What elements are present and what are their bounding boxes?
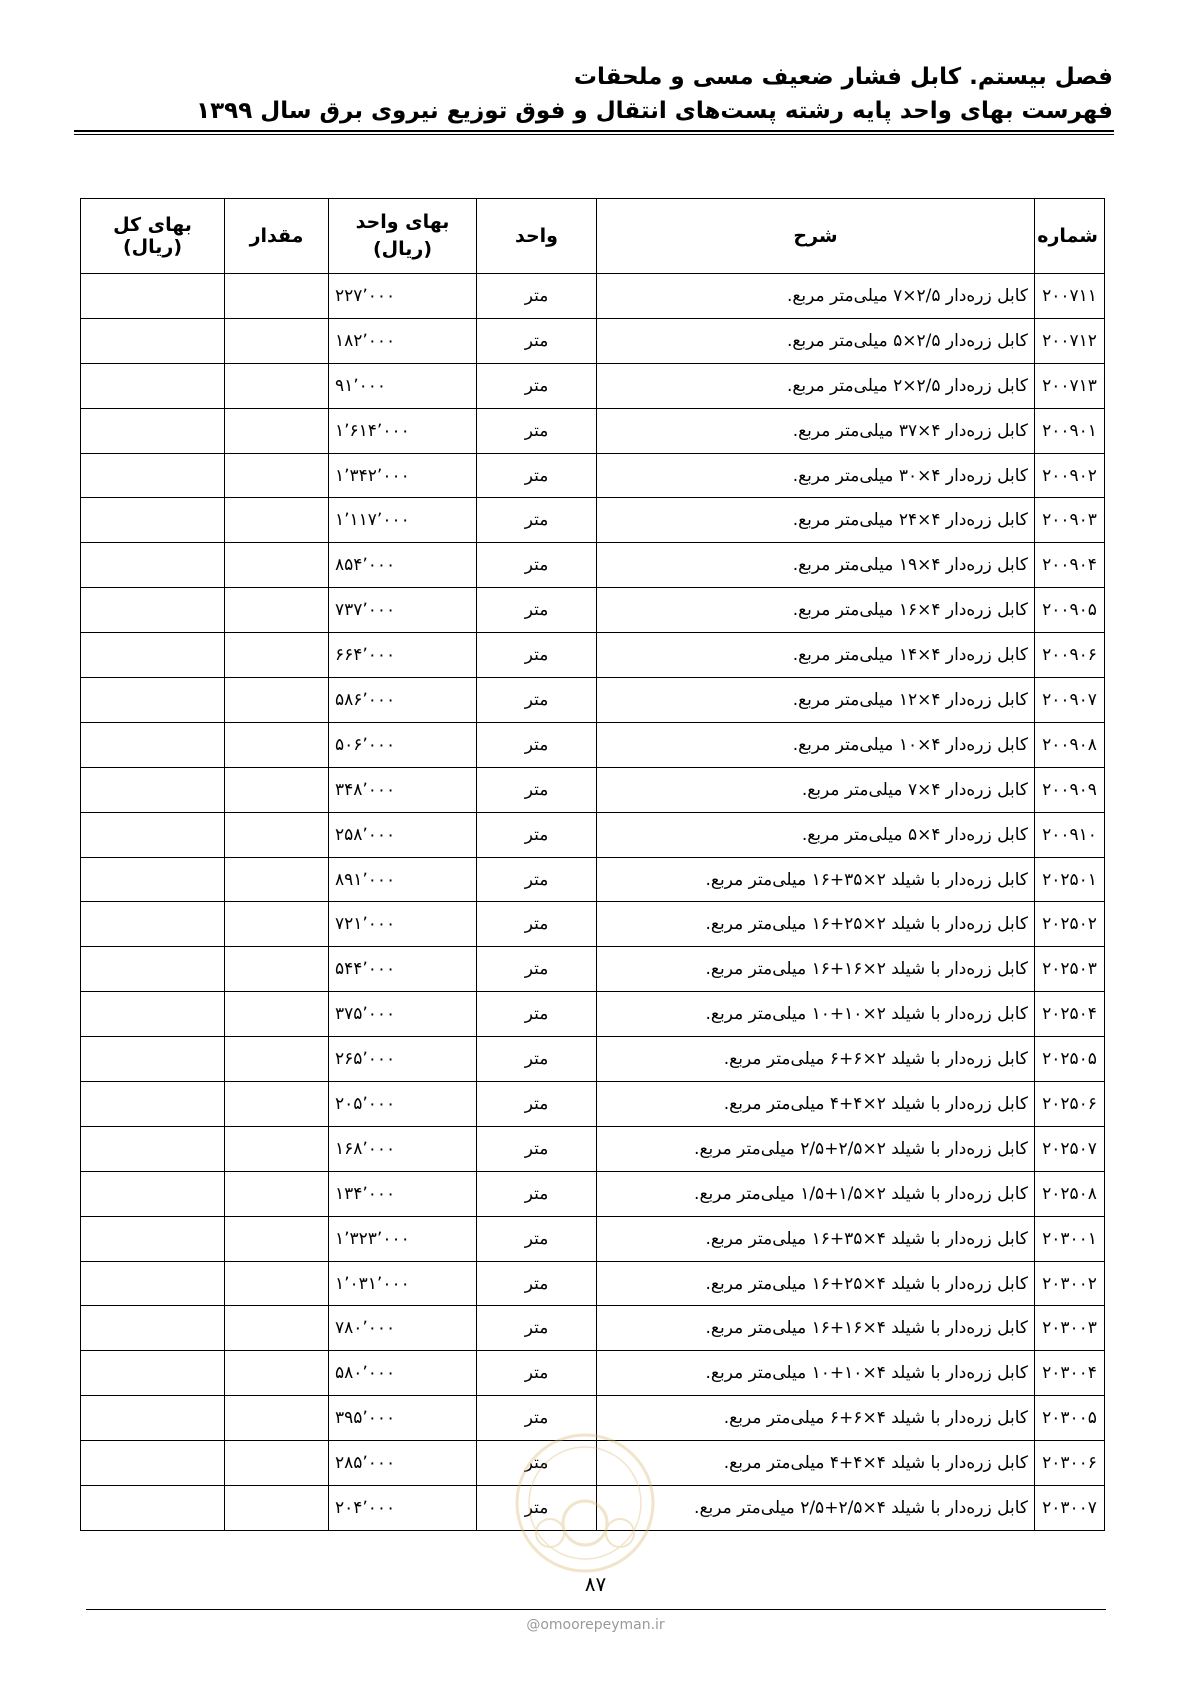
- item-description: کابل زره‌دار با شیلد ۴×۳۵+۱۶ میلی‌متر مربع.: [597, 1216, 1035, 1261]
- header-description: شرح: [597, 199, 1035, 274]
- item-description: کابل زره‌دار با شیلد ۲×۶+۶ میلی‌متر مربع.: [597, 1037, 1035, 1082]
- item-description: کابل زره‌دار با شیلد ۲×۴+۴ میلی‌متر مربع.: [597, 1082, 1035, 1127]
- item-quantity: [225, 498, 329, 543]
- item-description: کابل زره‌دار با شیلد ۲×۳۵+۱۶ میلی‌متر مربع.: [597, 857, 1035, 902]
- item-number: ۲۰۰۹۰۹: [1035, 767, 1105, 812]
- item-description: کابل زره‌دار ۴×۲۴ میلی‌متر مربع.: [597, 498, 1035, 543]
- item-number: ۲۰۲۵۰۵: [1035, 1037, 1105, 1082]
- item-number: ۲۰۳۰۰۳: [1035, 1306, 1105, 1351]
- item-unit-price: ۶۶۴٬۰۰۰: [329, 633, 477, 678]
- item-description: کابل زره‌دار با شیلد ۲×۲/۵+۲/۵ میلی‌متر مربع.: [597, 1126, 1035, 1171]
- item-unit: متر: [477, 408, 597, 453]
- item-quantity: [225, 274, 329, 319]
- item-unit-price: ۵۰۶٬۰۰۰: [329, 722, 477, 767]
- item-total-price: [81, 1486, 225, 1531]
- item-unit: متر: [477, 453, 597, 498]
- table-row: [81, 318, 1105, 363]
- item-unit: متر: [477, 678, 597, 723]
- item-description: کابل زره‌دار ۴×۳۷ میلی‌متر مربع.: [597, 408, 1035, 453]
- item-unit: متر: [477, 1037, 597, 1082]
- item-description: کابل زره‌دار با شیلد ۲×۱/۵+۱/۵ میلی‌متر مربع.: [597, 1171, 1035, 1216]
- item-unit-price: ۲۵۸٬۰۰۰: [329, 812, 477, 857]
- item-quantity: [225, 767, 329, 812]
- header-unit-price-line1: بهای واحد: [355, 211, 450, 233]
- table-row: [81, 1216, 1105, 1261]
- item-unit: متر: [477, 1306, 597, 1351]
- item-description: کابل زره‌دار ۴×۵ میلی‌متر مربع.: [597, 812, 1035, 857]
- table-row: [81, 588, 1105, 633]
- item-description: کابل زره‌دار با شیلد ۴×۴+۴ میلی‌متر مربع.: [597, 1441, 1035, 1486]
- table-row: [81, 947, 1105, 992]
- item-description: کابل زره‌دار ۲/۵×۷ میلی‌متر مربع.: [597, 274, 1035, 319]
- item-number: ۲۰۲۵۰۷: [1035, 1126, 1105, 1171]
- item-unit-price: ۵۸۶٬۰۰۰: [329, 678, 477, 723]
- table-row: [81, 1171, 1105, 1216]
- item-description: کابل زره‌دار با شیلد ۴×۶+۶ میلی‌متر مربع.: [597, 1396, 1035, 1441]
- item-description: کابل زره‌دار ۲/۵×۵ میلی‌متر مربع.: [597, 318, 1035, 363]
- table-row: [81, 633, 1105, 678]
- item-quantity: [225, 992, 329, 1037]
- item-total-price: [81, 722, 225, 767]
- item-total-price: [81, 1306, 225, 1351]
- page-number: ۸۷: [584, 1572, 607, 1596]
- item-number: ۲۰۰۹۰۸: [1035, 722, 1105, 767]
- item-unit-price: ۲۸۵٬۰۰۰: [329, 1441, 477, 1486]
- item-number: ۲۰۰۹۰۴: [1035, 543, 1105, 588]
- item-quantity: [225, 722, 329, 767]
- item-quantity: [225, 633, 329, 678]
- header-total-price: بهای کل (ریال): [81, 199, 225, 274]
- item-total-price: [81, 408, 225, 453]
- table-row: [81, 363, 1105, 408]
- item-unit-price: ۱۶۸٬۰۰۰: [329, 1126, 477, 1171]
- item-number: ۲۰۲۵۰۲: [1035, 902, 1105, 947]
- item-quantity: [225, 1037, 329, 1082]
- item-number: ۲۰۰۹۰۶: [1035, 633, 1105, 678]
- item-total-price: [81, 1351, 225, 1396]
- item-description: کابل زره‌دار ۴×۱۶ میلی‌متر مربع.: [597, 588, 1035, 633]
- item-unit-price: ۲۶۵٬۰۰۰: [329, 1037, 477, 1082]
- table-row: [81, 992, 1105, 1037]
- item-total-price: [81, 498, 225, 543]
- header-rule-thick: [74, 130, 1114, 132]
- item-unit: متر: [477, 767, 597, 812]
- item-total-price: [81, 857, 225, 902]
- item-quantity: [225, 1171, 329, 1216]
- item-unit: متر: [477, 947, 597, 992]
- watermark-seal-icon: [500, 1428, 670, 1578]
- item-quantity: [225, 1396, 329, 1441]
- item-unit: متر: [477, 812, 597, 857]
- item-unit: متر: [477, 543, 597, 588]
- price-table: [80, 198, 1105, 1531]
- site-watermark-text: @omoorepeyman.ir: [526, 1617, 665, 1633]
- table-row: [81, 1037, 1105, 1082]
- item-total-price: [81, 1082, 225, 1127]
- table-row: [81, 678, 1105, 723]
- table-row: [81, 1082, 1105, 1127]
- item-number: ۲۰۰۷۱۳: [1035, 363, 1105, 408]
- table-row: [81, 857, 1105, 902]
- item-total-price: [81, 812, 225, 857]
- header-unit: واحد: [477, 199, 597, 274]
- item-unit: متر: [477, 722, 597, 767]
- item-description: کابل زره‌دار با شیلد ۴×۲۵+۱۶ میلی‌متر مربع.: [597, 1261, 1035, 1306]
- item-unit: متر: [477, 363, 597, 408]
- item-description: کابل زره‌دار با شیلد ۲×۱۶+۱۶ میلی‌متر مربع.: [597, 947, 1035, 992]
- item-unit-price: ۸۵۴٬۰۰۰: [329, 543, 477, 588]
- item-unit: متر: [477, 274, 597, 319]
- item-unit: متر: [477, 633, 597, 678]
- item-total-price: [81, 992, 225, 1037]
- item-unit-price: ۱۸۲٬۰۰۰: [329, 318, 477, 363]
- item-number: ۲۰۲۵۰۸: [1035, 1171, 1105, 1216]
- item-number: ۲۰۳۰۰۱: [1035, 1216, 1105, 1261]
- item-description: کابل زره‌دار ۴×۱۲ میلی‌متر مربع.: [597, 678, 1035, 723]
- item-number: ۲۰۰۹۰۷: [1035, 678, 1105, 723]
- item-number: ۲۰۰۹۱۰: [1035, 812, 1105, 857]
- item-quantity: [225, 1082, 329, 1127]
- item-total-price: [81, 678, 225, 723]
- item-description: کابل زره‌دار ۴×۷ میلی‌متر مربع.: [597, 767, 1035, 812]
- table-row: [81, 274, 1105, 319]
- item-total-price: [81, 453, 225, 498]
- item-unit: متر: [477, 1351, 597, 1396]
- item-unit: متر: [477, 992, 597, 1037]
- item-description: کابل زره‌دار ۴×۱۴ میلی‌متر مربع.: [597, 633, 1035, 678]
- item-unit-price: ۷۸۰٬۰۰۰: [329, 1306, 477, 1351]
- item-unit-price: ۱۳۴٬۰۰۰: [329, 1171, 477, 1216]
- item-unit: متر: [477, 1261, 597, 1306]
- table-row: [81, 453, 1105, 498]
- header-number: شماره: [1035, 199, 1105, 274]
- item-number: ۲۰۳۰۰۵: [1035, 1396, 1105, 1441]
- item-description: کابل زره‌دار با شیلد ۴×۲/۵+۲/۵ میلی‌متر مربع.: [597, 1486, 1035, 1531]
- item-total-price: [81, 588, 225, 633]
- item-quantity: [225, 1306, 329, 1351]
- item-quantity: [225, 1351, 329, 1396]
- item-quantity: [225, 947, 329, 992]
- chapter-title: فصل بیستم. کابل فشار ضعیف مسی و ملحقات: [573, 64, 1113, 90]
- item-unit: متر: [477, 588, 597, 633]
- item-total-price: [81, 1171, 225, 1216]
- item-unit: متر: [477, 1486, 597, 1531]
- item-total-price: [81, 543, 225, 588]
- item-number: ۲۰۳۰۰۲: [1035, 1261, 1105, 1306]
- item-quantity: [225, 902, 329, 947]
- item-total-price: [81, 947, 225, 992]
- item-total-price: [81, 1441, 225, 1486]
- item-unit-price: ۱٬۱۱۷٬۰۰۰: [329, 498, 477, 543]
- table-row: [81, 408, 1105, 453]
- item-quantity: [225, 1486, 329, 1531]
- item-description: کابل زره‌دار با شیلد ۲×۱۰+۱۰ میلی‌متر مربع.: [597, 992, 1035, 1037]
- item-quantity: [225, 812, 329, 857]
- item-number: ۲۰۲۵۰۴: [1035, 992, 1105, 1037]
- item-number: ۲۰۰۹۰۵: [1035, 588, 1105, 633]
- table-row: [81, 1306, 1105, 1351]
- item-quantity: [225, 363, 329, 408]
- item-total-price: [81, 274, 225, 319]
- item-unit: متر: [477, 1396, 597, 1441]
- item-total-price: [81, 1261, 225, 1306]
- table-row: [81, 902, 1105, 947]
- item-unit-price: ۲۰۵٬۰۰۰: [329, 1082, 477, 1127]
- table-row: [81, 722, 1105, 767]
- item-unit-price: ۷۳۷٬۰۰۰: [329, 588, 477, 633]
- item-number: ۲۰۰۷۱۲: [1035, 318, 1105, 363]
- header-rule-thin: [74, 134, 1114, 135]
- table-row: [81, 1126, 1105, 1171]
- item-description: کابل زره‌دار با شیلد ۴×۱۶+۱۶ میلی‌متر مربع.: [597, 1306, 1035, 1351]
- table-row: [81, 543, 1105, 588]
- item-unit-price: ۳۹۵٬۰۰۰: [329, 1396, 477, 1441]
- item-unit-price: ۹۱٬۰۰۰: [329, 363, 477, 408]
- item-description: کابل زره‌دار ۴×۳۰ میلی‌متر مربع.: [597, 453, 1035, 498]
- item-number: ۲۰۰۹۰۳: [1035, 498, 1105, 543]
- item-total-price: [81, 902, 225, 947]
- item-unit-price: ۲۰۴٬۰۰۰: [329, 1486, 477, 1531]
- item-unit: متر: [477, 902, 597, 947]
- header-unit-price: [329, 199, 477, 274]
- item-number: ۲۰۰۹۰۱: [1035, 408, 1105, 453]
- item-quantity: [225, 857, 329, 902]
- item-total-price: [81, 1396, 225, 1441]
- item-unit: متر: [477, 1082, 597, 1127]
- item-quantity: [225, 453, 329, 498]
- item-unit: متر: [477, 1441, 597, 1486]
- item-unit-price: ۳۷۵٬۰۰۰: [329, 992, 477, 1037]
- table-row: [81, 1351, 1105, 1396]
- document-title: فهرست بهای واحد پایه رشته پست‌های انتقال و فوق توزیع نیروی برق سال ۱۳۹۹: [196, 98, 1113, 124]
- item-total-price: [81, 1037, 225, 1082]
- table-row: [81, 1261, 1105, 1306]
- item-description: کابل زره‌دار با شیلد ۲×۲۵+۱۶ میلی‌متر مربع.: [597, 902, 1035, 947]
- item-total-price: [81, 1126, 225, 1171]
- item-unit-price: ۲۲۷٬۰۰۰: [329, 274, 477, 319]
- item-quantity: [225, 1216, 329, 1261]
- item-unit-price: ۵۴۴٬۰۰۰: [329, 947, 477, 992]
- item-description: کابل زره‌دار با شیلد ۴×۱۰+۱۰ میلی‌متر مربع.: [597, 1351, 1035, 1396]
- item-total-price: [81, 363, 225, 408]
- header-unit-price-line2: (ریال): [372, 238, 433, 260]
- item-number: ۲۰۲۵۰۱: [1035, 857, 1105, 902]
- item-quantity: [225, 588, 329, 633]
- item-description: کابل زره‌دار ۴×۱۰ میلی‌متر مربع.: [597, 722, 1035, 767]
- item-unit-price: ۱٬۰۳۱٬۰۰۰: [329, 1261, 477, 1306]
- header-quantity: مقدار: [225, 199, 329, 274]
- item-quantity: [225, 543, 329, 588]
- item-unit-price: ۱٬۶۱۴٬۰۰۰: [329, 408, 477, 453]
- item-description: کابل زره‌دار ۲/۵×۲ میلی‌متر مربع.: [597, 363, 1035, 408]
- item-unit-price: ۷۲۱٬۰۰۰: [329, 902, 477, 947]
- page-header: [196, 60, 1113, 128]
- item-number: ۲۰۳۰۰۶: [1035, 1441, 1105, 1486]
- item-number: ۲۰۲۵۰۶: [1035, 1082, 1105, 1127]
- item-total-price: [81, 767, 225, 812]
- item-quantity: [225, 678, 329, 723]
- item-quantity: [225, 1126, 329, 1171]
- table-row: [81, 767, 1105, 812]
- item-number: ۲۰۰۷۱۱: [1035, 274, 1105, 319]
- item-unit: متر: [477, 857, 597, 902]
- item-quantity: [225, 1261, 329, 1306]
- item-unit: متر: [477, 498, 597, 543]
- item-quantity: [225, 408, 329, 453]
- footer-rule: [86, 1609, 1106, 1610]
- item-unit-price: ۱٬۳۴۲٬۰۰۰: [329, 453, 477, 498]
- item-unit-price: ۵۸۰٬۰۰۰: [329, 1351, 477, 1396]
- table-row: [81, 812, 1105, 857]
- item-unit: متر: [477, 318, 597, 363]
- table-header-row: [81, 199, 1105, 274]
- item-number: ۲۰۳۰۰۴: [1035, 1351, 1105, 1396]
- item-unit: متر: [477, 1171, 597, 1216]
- item-unit: متر: [477, 1216, 597, 1261]
- item-number: ۲۰۰۹۰۲: [1035, 453, 1105, 498]
- item-quantity: [225, 318, 329, 363]
- item-unit-price: ۸۹۱٬۰۰۰: [329, 857, 477, 902]
- item-total-price: [81, 633, 225, 678]
- item-description: کابل زره‌دار ۴×۱۹ میلی‌متر مربع.: [597, 543, 1035, 588]
- item-total-price: [81, 318, 225, 363]
- table-row: [81, 498, 1105, 543]
- item-number: ۲۰۲۵۰۳: [1035, 947, 1105, 992]
- item-quantity: [225, 1441, 329, 1486]
- item-number: ۲۰۳۰۰۷: [1035, 1486, 1105, 1531]
- item-unit-price: ۱٬۳۲۳٬۰۰۰: [329, 1216, 477, 1261]
- item-unit: متر: [477, 1126, 597, 1171]
- item-total-price: [81, 1216, 225, 1261]
- item-unit-price: ۳۴۸٬۰۰۰: [329, 767, 477, 812]
